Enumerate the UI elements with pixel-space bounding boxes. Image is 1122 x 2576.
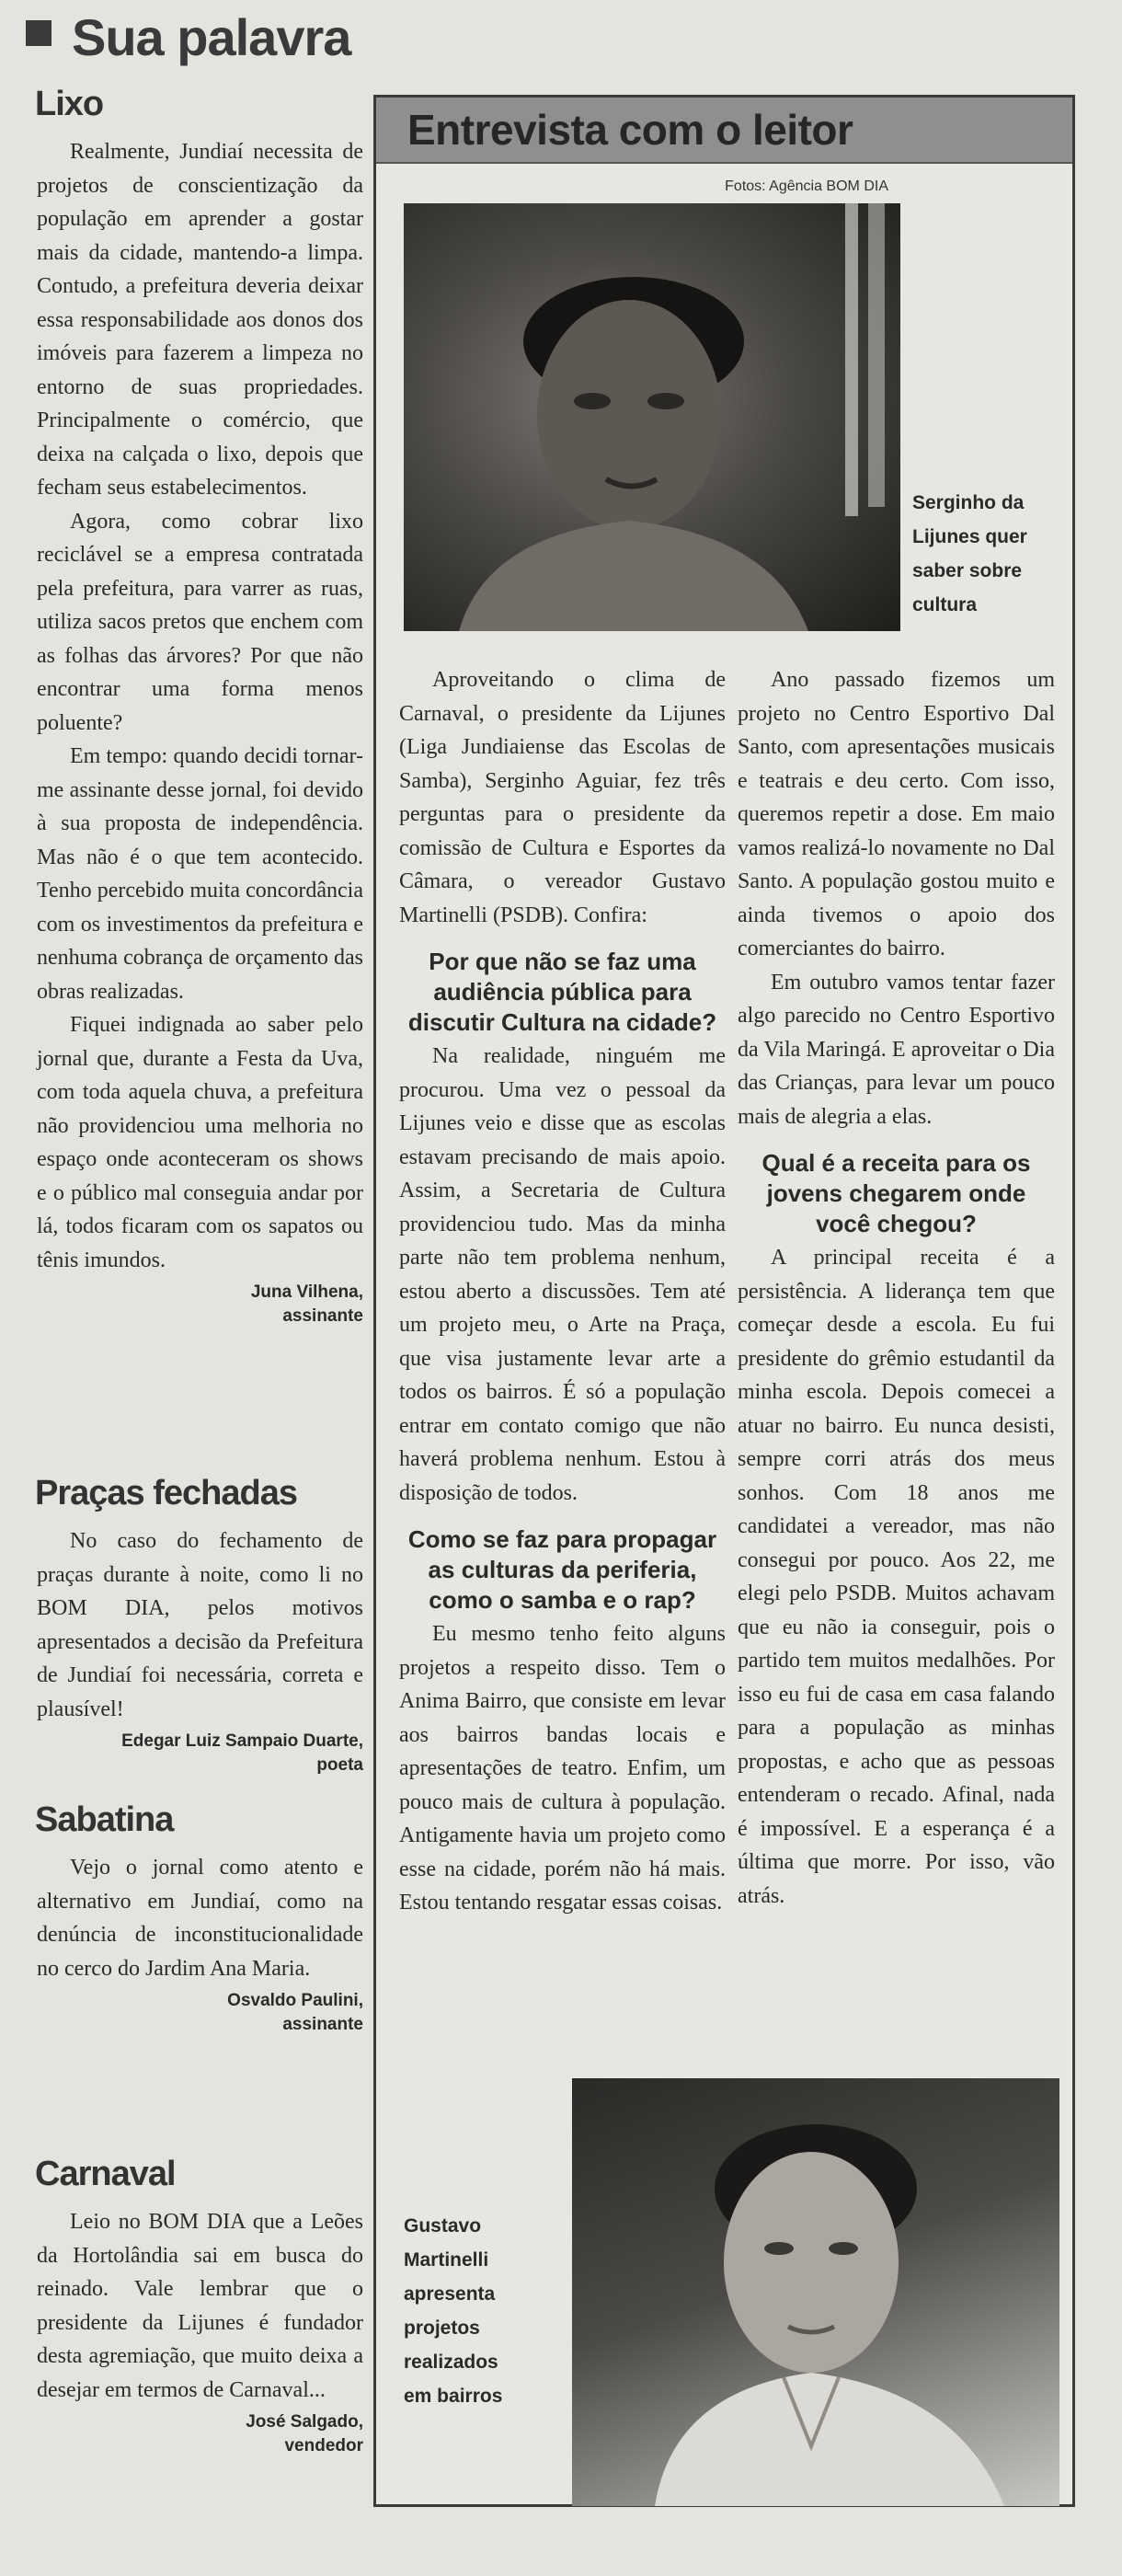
letter-paragraph: Agora, como cobrar lixo reciclável se a empresa contratada pela prefeitura, para varrer as ruas, utiliza sacos pretos que enchem com as folhas das árvores? Por que não encontrar uma forma menos poluente? xyxy=(37,509,363,735)
interview-column-2 xyxy=(738,663,1055,1913)
section-title-text: Sua palavra xyxy=(72,8,351,66)
portrait-serginho-icon xyxy=(404,203,900,631)
answer-3: A principal receita é a persistência. A liderança tem que começar desde a escola. Eu fui presidente do grêmio estudantil da minha escola. Depois comecei a atuar no bairro. Eu nunca desisti, sempre corri atrás dos meus sonhos. Com 18 anos me candidatei a vereador, mas não consegui por pouco. Aos 22, me elegi pelo PSDB. Muitos achavam que eu não ia conseguir, pois o partido tem muitos medalhões. Por isso eu fui de casa em casa falando para a população as minhas propostas, e acho que as pessoas entenderam o recado. Afinal, nada é impossível. E a esperança é a última que morre. Por isso, vão atrás. xyxy=(738,1246,1055,1908)
caption-line: Martinelli xyxy=(404,2249,489,2271)
letter-role: assinante xyxy=(282,2015,363,2034)
letter-paragraph: Leio no BOM DIA que a Leões da Hortolândia sai em busca do reinado. Vale lembrar que o presidente da Lijunes é fundador desta agremiação, que muito deixa a desejar em termos de Carnaval... xyxy=(37,2210,363,2402)
letter-author: José Salgado, xyxy=(246,2412,363,2432)
letter-author: Juna Vilhena, xyxy=(250,1282,363,1302)
letter-signature xyxy=(37,1281,363,1328)
letter-sabatina xyxy=(37,1800,363,2155)
letter-title: Sabatina xyxy=(35,1800,174,1839)
caption-line: saber sobre xyxy=(912,560,1023,581)
letter-role: poeta xyxy=(316,1755,363,1775)
section-bullet-icon xyxy=(26,20,52,46)
letters-column xyxy=(37,85,363,2458)
letter-author: Osvaldo Paulini, xyxy=(227,1991,363,2010)
answer-1: Na realidade, ninguém me procurou. Uma vez o pessoal da Lijunes veio e disse que as escolas estavam precisando de mais apoio. Assim, a Secretaria de Cultura providenciou tudo. Mas da minha parte não tem problema nenhum, estou aberto a discussões. Tem até um projeto meu, o Arte na Praça, que visa justamente levar arte a todos os bairros. É só a população entrar em contato comigo que não haverá problema nenhum. Estou à disposição de todos. xyxy=(399,1044,726,1505)
answer-2: Eu mesmo tenho feito alguns projetos a respeito disso. Tem o Anima Bairro, que consiste em levar aos bairros bandas locais e apresentações de teatro. Enfim, um pouco mais de cultura à população. Antigamente havia um projeto como esse na cidade, porém não há mais. Estou tentando resgatar essas coisas. xyxy=(399,1622,726,1915)
question-3: Qual é a receita para os jovens chegarem onde você chegou? xyxy=(761,1149,1031,1237)
portrait-gustavo-icon xyxy=(572,2078,1059,2506)
letter-paragraph: No caso do fechamento de praças durante à noite, como li no BOM DIA, pelos motivos apresentados a decisão da Prefeitura de Jundiaí foi necessária, correta e plausível! xyxy=(37,1529,363,1721)
caption-line: realizados xyxy=(404,2352,498,2373)
section-title xyxy=(26,7,350,67)
question-1: Por que não se faz uma audiência pública para discutir Cultura na cidade? xyxy=(407,948,717,1036)
letter-title: Lixo xyxy=(35,85,104,123)
letter-role: assinante xyxy=(282,1306,363,1326)
photo-serginho xyxy=(404,203,900,631)
caption-line: projetos xyxy=(404,2317,480,2339)
letter-paragraph: Fiquei indignada ao saber pelo jornal que, durante a Festa da Uva, com toda aquela chuva, a prefeitura não providenciou uma melhoria no espaço onde aconteceram os shows e o público mal conseguia andar por lá, todos ficaram com os sapatos ou tênis imundos. xyxy=(37,1013,363,1272)
letter-paragraph: Em tempo: quando decidi tornar-me assinante desse jornal, foi devido à sua proposta de independência. Mas não é o que tem acontecido. Tenho percebido muita concordância com os investimentos da prefeitura e nenhuma cobrança de orçamento das obras realizadas. xyxy=(37,744,363,1004)
interview-intro: Aproveitando o clima de Carnaval, o presidente da Lijunes (Liga Jundiaiense das Escolas de Samba), Serginho Aguiar, fez três perguntas para o presidente da comissão de Cultura e Esportes da Câmara, o vereador Gustavo Martinelli (PSDB). Confira: xyxy=(399,668,726,927)
caption-line: em bairros xyxy=(404,2386,503,2407)
letter-signature xyxy=(37,1989,363,2037)
letter-title: Carnaval xyxy=(35,2155,176,2193)
answer-2-cont-1: Ano passado fizemos um projeto no Centro Esportivo Dal Santo, com apresentações musicais e teatrais e deu certo. Com isso, queremos repetir a dose. Em maio vamos realizá-lo novamente no Dal Santo. A população gostou muito e ainda tivemos o apoio dos comerciantes do bairro. xyxy=(738,668,1055,960)
letter-pracas xyxy=(37,1474,363,1800)
question-2: Como se faz para propagar as culturas da periferia, como o samba e o rap? xyxy=(407,1525,717,1614)
letter-carnaval xyxy=(37,2155,363,2458)
photo-gustavo xyxy=(572,2078,1059,2506)
photo-credit: Fotos: Agência BOM DIA xyxy=(725,178,888,194)
caption-line: Serginho da xyxy=(912,492,1025,513)
letter-author: Edegar Luiz Sampaio Duarte, xyxy=(121,1731,363,1751)
letter-title: Praças fechadas xyxy=(35,1474,297,1512)
interview-title: Entrevista com o leitor xyxy=(376,98,1072,164)
photo1-caption xyxy=(912,486,1027,622)
letter-signature xyxy=(37,2410,363,2458)
photo2-caption xyxy=(404,2209,502,2413)
letter-paragraph: Vejo o jornal como atento e alternativo em Jundiaí, como na denúncia de inconstitucionalidade no cerco do Jardim Ana Maria. xyxy=(37,1856,363,1981)
caption-line: Gustavo xyxy=(404,2215,482,2237)
letter-lixo xyxy=(37,85,363,1474)
letter-paragraph: Realmente, Jundiaí necessita de projetos de conscientização da população em aprender a gostar mais da cidade, mantendo-a limpa. Contudo, a prefeitura deveria deixar essa responsabilidade aos donos dos imóveis para fazerem a limpeza no entorno de suas propriedades. Principalmente o comércio, que deixa na calçada o lixo, depois que fecham seus estabelecimentos. xyxy=(37,140,363,500)
caption-line: apresenta xyxy=(404,2283,496,2305)
letter-signature xyxy=(37,1730,363,1777)
caption-line: Lijunes quer xyxy=(912,526,1027,547)
letter-role: vendedor xyxy=(284,2436,363,2455)
answer-2-cont-2: Em outubro vamos tentar fazer algo parecido no Centro Esportivo da Vila Maringá. E aproveitar o Dia das Crianças, para levar um pouco mais de alegria a elas. xyxy=(738,970,1055,1129)
interview-column-1 xyxy=(399,663,726,1920)
caption-line: cultura xyxy=(912,594,978,615)
interview-box xyxy=(373,95,1075,2507)
